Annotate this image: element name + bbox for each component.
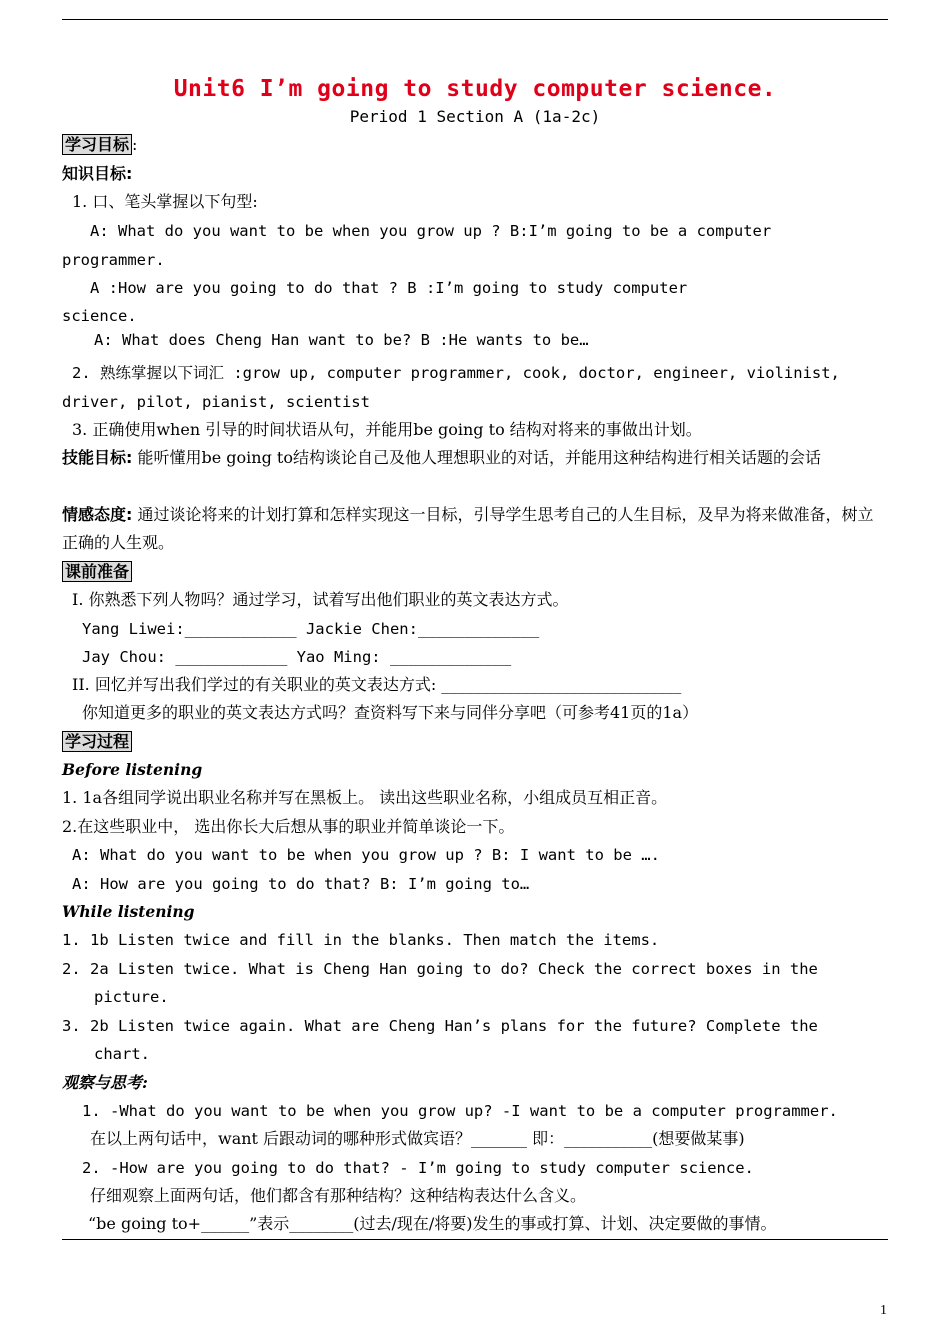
process-heading: 学习过程: [62, 731, 132, 752]
before-item-2: 2.在这些职业中， 选出你长大后想从事的职业并简单谈论一下。: [62, 817, 515, 836]
observe-item-2-fill: “be going to+______”表示________(过去/现在/将要)发生的事或打算、计划、决定要做的事情。: [88, 1214, 777, 1233]
knowledge-item-2-cont: driver, pilot, pianist, scientist: [62, 393, 370, 411]
before-dialogue-2: A: How are you going to do that? B: I’m going to…: [72, 875, 530, 893]
while-item-2-cont: picture.: [94, 988, 169, 1006]
prep-question-3: 你知道更多的职业的英文表达方式吗？查资料写下来与同伴分享吧（可参考41页的1a）: [82, 703, 699, 722]
observe-item-2-question: 仔细观察上面两句话，他们都含有那种结构？这种结构表达什么含义。: [90, 1186, 587, 1205]
page-subtitle: Period 1 Section A (1a-2c): [349, 107, 601, 126]
people-row-2: Jay Chou: ____________ Yao Ming: _____________: [82, 648, 512, 666]
skill-objective: [62, 444, 888, 472]
knowledge-item-2: 2. 熟练掌握以下词汇 :grow up, computer programmer, cook, doctor, engineer, violinist,: [72, 364, 840, 382]
before-item-1: 1. 1a各组同学说出职业名称并写在黑板上。 读出这些职业名称，小组成员互相正音。: [62, 788, 668, 807]
observe-item-2: 2. -How are you going to do that? - I’m going to study computer science.: [82, 1159, 754, 1177]
emotion-text: 通过谈论将来的计划打算和怎样实现这一目标，引导学生思考自己的人生目标，及早为将来做准备，树立正确的人生观。: [62, 505, 874, 552]
prep-heading-line: [62, 561, 132, 583]
bottom-rule: [62, 1239, 888, 1240]
observe-item-1: 1. -What do you want to be when you grow up? -I want to be a computer programmer.: [82, 1102, 838, 1120]
prep-question-1: I. 你熟悉下列人物吗？通过学习，试着写出他们职业的英文表达方式。: [72, 590, 569, 609]
before-dialogue-1: A: What do you want to be when you grow up ? B: I want to be ….: [72, 846, 660, 864]
dialogue-line-1a-cont: programmer.: [62, 251, 165, 269]
emotion-objective: [62, 501, 888, 557]
objectives-heading-colon: :: [132, 135, 138, 154]
knowledge-item-1: 1. 口、笔头掌握以下句型:: [72, 192, 258, 211]
emotion-label: 情感态度:: [62, 505, 133, 524]
before-listening-label: Before listening: [62, 760, 203, 779]
objectives-heading: 学习目标: [62, 134, 132, 155]
dialogue-line-1b: A :How are you going to do that ? B :I’m going to study computer: [90, 279, 688, 297]
people-row-1: Yang Liwei:____________ Jackie Chen:_____________: [82, 620, 540, 638]
page-title: Unit6 I’m going to study computer science.: [173, 76, 777, 102]
while-listening-label: While listening: [62, 902, 195, 921]
process-heading-line: [62, 731, 132, 753]
while-item-1: 1. 1b Listen twice and fill in the blanks. Then match the items.: [62, 931, 660, 949]
while-item-3: 3. 2b Listen twice again. What are Cheng Han’s plans for the future? Complete the: [62, 1017, 818, 1035]
observe-item-1-question: 在以上两句话中，want 后跟动词的哪种形式做宾语？_______ 即：___________(想要做某事): [90, 1129, 745, 1148]
skill-label: 技能目标:: [62, 448, 133, 467]
knowledge-item-3: 3. 正确使用when 引导的时间状语从句，并能用be going to 结构对将来的事做出计划。: [72, 420, 702, 439]
prep-question-2: II. 回忆并写出我们学过的有关职业的英文表达方式: ______________________________: [72, 675, 682, 694]
objectives-heading-line: [62, 134, 137, 156]
observe-label: 观察与思考:: [62, 1073, 148, 1092]
knowledge-label: 知识目标:: [62, 164, 133, 183]
dialogue-line-1a: A: What do you want to be when you grow up ? B:I’m going to be a computer: [90, 222, 772, 240]
top-rule: [62, 19, 888, 20]
page-number: 1: [880, 1303, 887, 1318]
skill-text: 能听懂用be going to结构谈论自己及他人理想职业的对话，并能用这种结构进行相关话题的会话: [137, 448, 821, 467]
while-item-3-cont: chart.: [94, 1045, 150, 1063]
dialogue-line-1c: A: What does Cheng Han want to be? B :He wants to be…: [94, 331, 589, 349]
dialogue-line-1b-cont: science.: [62, 307, 137, 325]
while-item-2: 2. 2a Listen twice. What is Cheng Han going to do? Check the correct boxes in the: [62, 960, 818, 978]
prep-heading: 课前准备: [62, 561, 132, 582]
